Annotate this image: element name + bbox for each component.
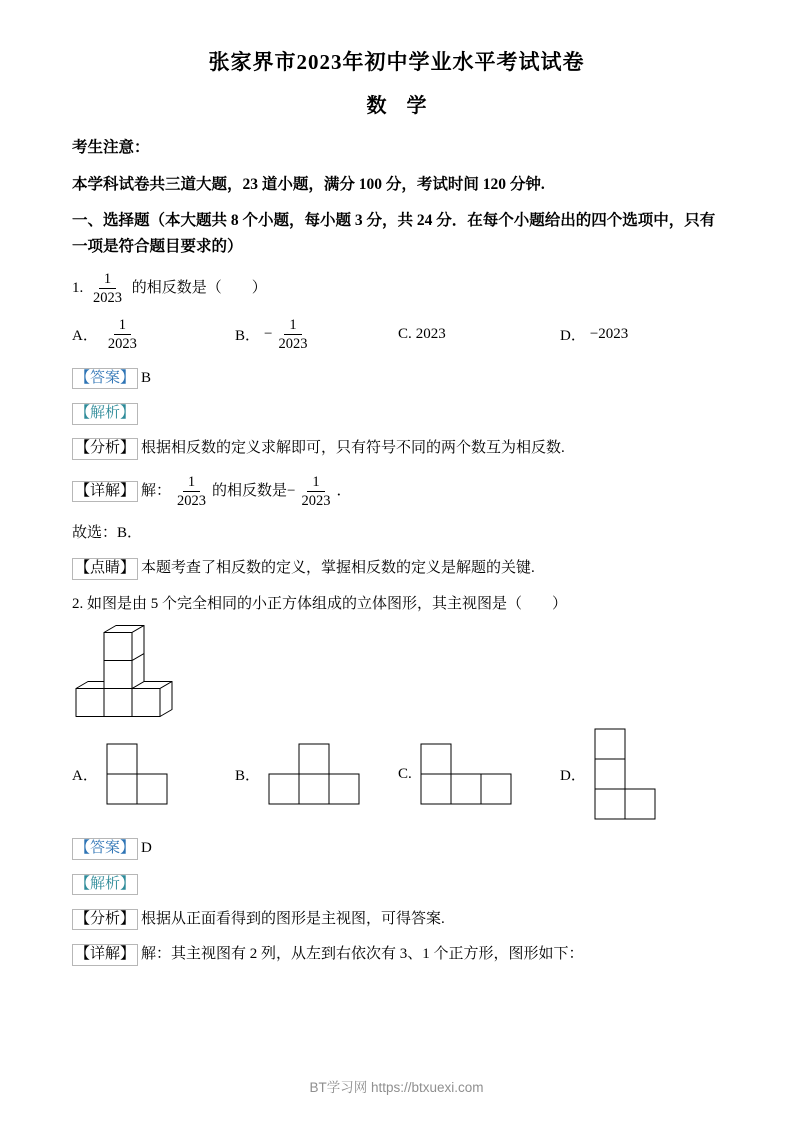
- section-heading: 一、选择题（本大题共 8 个小题，每小题 3 分，共 24 分．在每个小题给出的四个选项中，只有一项是符合题目要求的）: [72, 212, 716, 255]
- minus-sign: −: [264, 325, 273, 342]
- option-d-value: −2023: [589, 325, 629, 342]
- answer-tag: 【答案】: [72, 838, 138, 860]
- q2-fenxi-line: [72, 908, 721, 931]
- option-c-figure: [420, 743, 513, 806]
- xiangjie-tag: 【详解】: [72, 481, 138, 503]
- dianjing-tag: 【点睛】: [72, 558, 138, 580]
- option-b-label: B．: [235, 327, 261, 344]
- question-1-number: 1.: [72, 280, 84, 297]
- fraction-1-over-2023: $\frac{1}{2023}$: [93, 271, 122, 307]
- q1-xiangjie-end: ．: [336, 482, 352, 499]
- option-d: [560, 728, 721, 821]
- site-watermark: BT学习网 https://btxuexi.com: [309, 1080, 484, 1095]
- q1-dianjing-line: [72, 557, 721, 580]
- q1-xiangjie-line: [72, 473, 721, 510]
- q1-answer-value: B: [141, 369, 152, 386]
- option-b: [235, 316, 398, 353]
- isometric-cubes-drawing: [74, 624, 174, 718]
- option-d: [560, 324, 721, 345]
- q1-dianjing-text: 本题考查了相反数的定义，掌握相反数的定义是解题的关键.: [141, 560, 535, 576]
- fraction-1-over-2023: $\frac{1}{2023}$: [107, 316, 137, 352]
- q2-jiexi-line: [72, 873, 721, 896]
- jiexi-tag: 【解析】: [72, 874, 138, 896]
- fenxi-tag: 【分析】: [72, 438, 138, 460]
- minus-sign: −: [287, 482, 296, 499]
- option-c: [398, 743, 560, 806]
- option-c-label: C.: [398, 766, 412, 783]
- q2-answer-value: D: [141, 840, 152, 857]
- q1-fenxi-line: [72, 437, 721, 460]
- question-2-stem: 2. 如图是由 5 个完全相同的小正方体组成的立体图形，其主视图是（ ）: [72, 596, 568, 613]
- q1-xiangjie-prefix: 解：: [141, 482, 172, 499]
- question-1-stem: [72, 270, 721, 307]
- q2-cubes-3d-figure: [74, 624, 721, 718]
- jiexi-tag: 【解析】: [72, 403, 138, 425]
- q2-xiangjie-text: 解：其主视图有 2 列，从左到右依次有 3、1 个正方形，图形如下：: [141, 946, 584, 962]
- q1-jiexi-line: [72, 402, 721, 425]
- q1-answer-line: [72, 367, 721, 390]
- fraction-1-over-2023: $\frac{1}{2023}$: [301, 473, 331, 509]
- question-1-text: 的相反数是（ ）: [131, 280, 267, 297]
- q1-guxuan-line: 故选：B．: [72, 524, 143, 541]
- option-c: [398, 326, 560, 343]
- option-a-figure: [106, 743, 169, 806]
- q1-fenxi-text: 根据相反数的定义求解即可，只有符号不同的两个数互为相反数.: [141, 440, 565, 457]
- xiangjie-tag: 【详解】: [72, 944, 138, 966]
- answer-tag: 【答案】: [72, 368, 138, 390]
- notice-head: 考生注意：: [72, 139, 150, 156]
- option-b-figure: [268, 743, 361, 806]
- option-b-label: B．: [235, 768, 261, 785]
- q2-xiangjie-line: [72, 943, 721, 966]
- option-c-value: 2023: [415, 325, 446, 342]
- option-a-label: A．: [72, 327, 98, 344]
- option-c-label: C.: [398, 325, 412, 342]
- paper-title: 张家界市2023年初中学业水平考试试卷: [208, 50, 585, 74]
- option-d-label: D．: [560, 768, 586, 785]
- question-1-options: [72, 316, 721, 353]
- fraction-1-over-2023: $\frac{1}{2023}$: [177, 473, 207, 509]
- option-d-label: D．: [560, 327, 586, 344]
- option-d-figure: [594, 728, 657, 821]
- fenxi-tag: 【分析】: [72, 909, 138, 931]
- option-a: [72, 316, 235, 353]
- q2-answer-line: [72, 837, 721, 860]
- q1-xiangjie-mid: 的相反数是: [212, 482, 288, 499]
- paper-subject: 数 学: [366, 95, 427, 117]
- option-a: [72, 743, 235, 806]
- notice-body: 本学科试卷共三道大题，23 道小题，满分 100 分，考试时间 120 分钟.: [72, 175, 545, 193]
- fraction-1-over-2023: $\frac{1}{2023}$: [278, 316, 308, 352]
- q2-fenxi-text: 根据从正面看得到的图形是主视图，可得答案.: [141, 910, 445, 927]
- question-2-options: [72, 728, 721, 821]
- option-a-label: A．: [72, 768, 98, 785]
- option-b: [235, 743, 398, 806]
